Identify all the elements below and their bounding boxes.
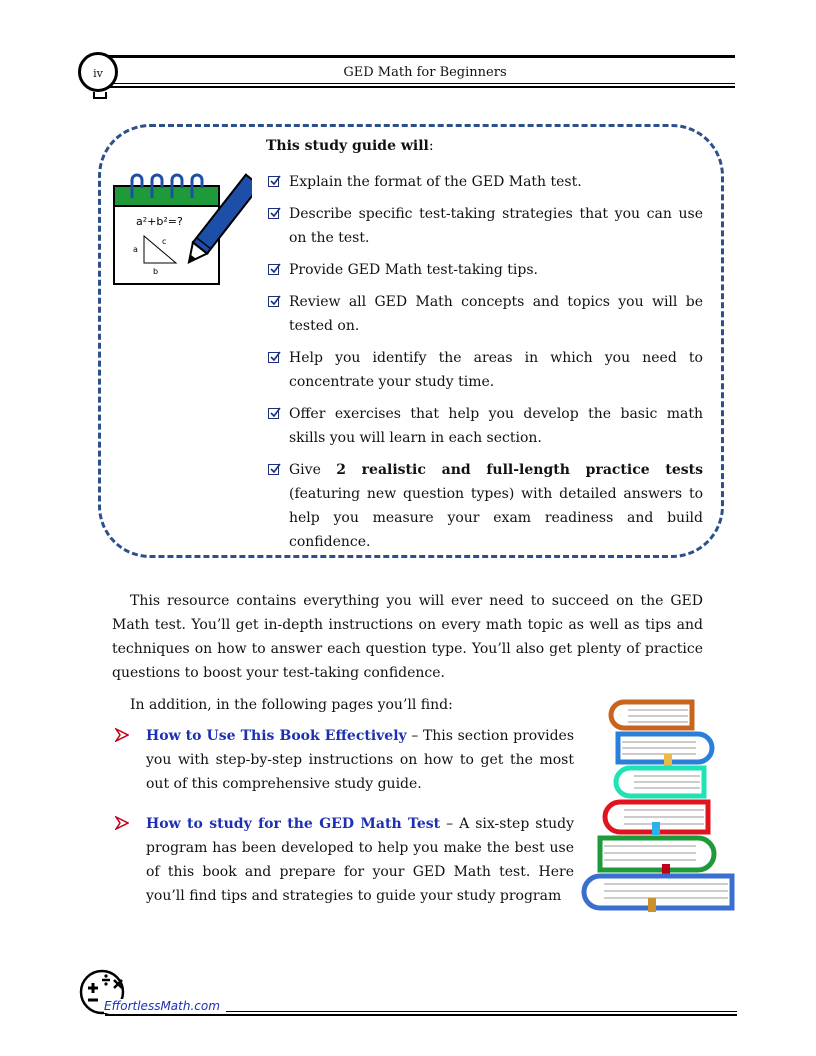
checked-box-icon [268,208,279,219]
list-item: Describe specific test-taking strategies that you can use on the test. [266,202,703,250]
list-item: Give 2 realistic and full-length practice tests (featuring new question types) with detailed answers to help you measure your exam readiness and build confidence. [266,458,703,554]
checked-box-icon [268,352,279,363]
list-item: Explain the format of the GED Math test. [266,170,703,194]
intro-paragraph: This resource contains everything you will ever need to succeed on the GED Math test. You’ll get in-depth instructions on every math topic as well as tips and techniques on how to answer each question type. You’ll also get plenty of practice questions to boost your test-taking confidence. [112,593,703,681]
header-rule-top [100,55,735,58]
header-rule-mid [100,83,735,84]
page-number: iv [78,52,118,92]
checked-box-icon [268,464,279,475]
list-item: How to study for the GED Math Test – A six-step study program has been developed to help you make the best use of this book and prepare for your GED Math test. Here you’ll find tips and strategies to guide your study program [112,812,574,908]
checked-box-icon [268,408,279,419]
checked-box-icon [268,264,279,275]
list-item: Review all GED Math concepts and topics you will be tested on. [266,290,703,338]
notebook-pencil-icon [112,168,252,288]
list-item: Offer exercises that help you develop the basic math skills you will learn in each section. [266,402,703,450]
list-item: How to Use This Book Effectively – This section provides you with step-by-step instructions on how to get the most out of this comprehensive study guide. [112,724,574,796]
bullet-title: How to Use This Book Effectively [146,728,407,744]
triangle-label-b: b [153,267,159,276]
triangle-label-c: c [162,237,167,246]
triangle-label-a: a [133,245,138,254]
website-link[interactable]: EffortlessMath.com [104,999,226,1013]
page-number-stand [93,92,107,99]
book-stack-icon [580,698,736,914]
arrow-bullet-icon [115,728,129,742]
bullet-title: How to study for the GED Math Test [146,816,441,832]
header-rule-bottom [100,86,735,88]
study-guide-list [266,170,703,562]
notebook-formula: a²+b²=? [136,215,183,228]
list-item: Provide GED Math test-taking tips. [266,258,703,282]
contents-bullets [112,724,574,924]
following-pages-intro: In addition, in the following pages you’ll find: [130,697,453,713]
study-guide-title: This study guide will: [266,138,434,154]
checked-box-icon [268,176,279,187]
arrow-bullet-icon [115,816,129,830]
running-title: GED Math for Beginners [343,65,507,80]
footer-rule-bottom [105,1014,737,1016]
list-item: Help you identify the areas in which you need to concentrate your study time. [266,346,703,394]
checked-box-icon [268,296,279,307]
